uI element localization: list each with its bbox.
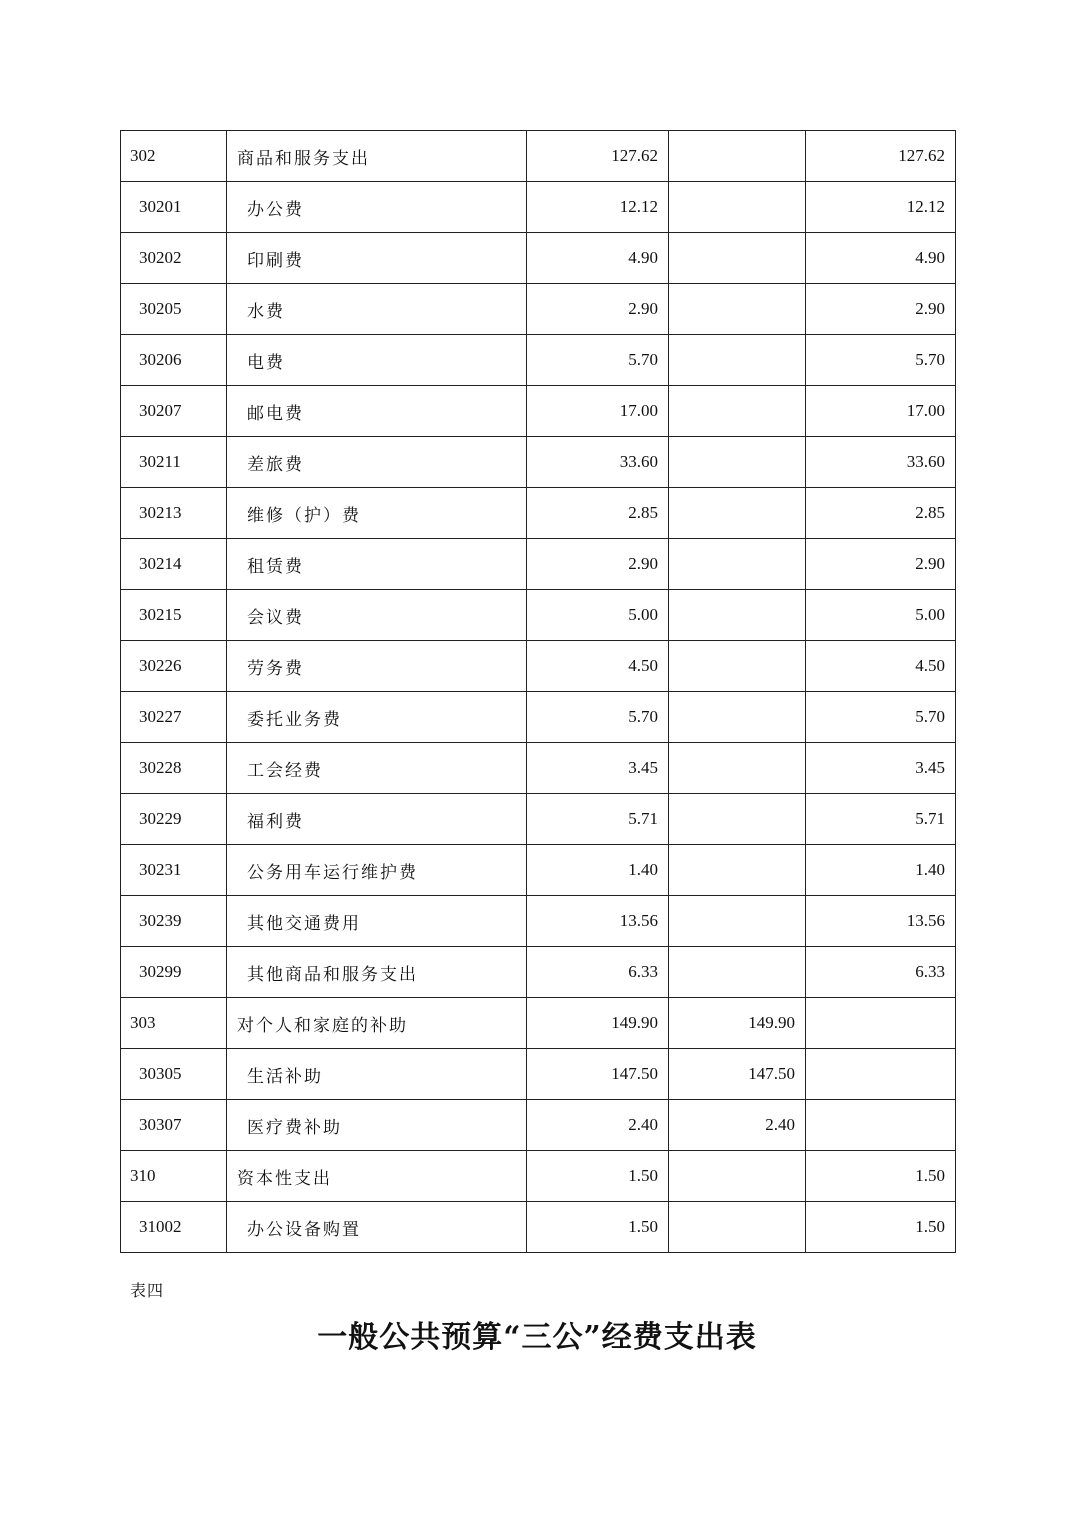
- account-name-cell: 公务用车运行维护费: [227, 845, 527, 896]
- account-name-cell: 电费: [227, 335, 527, 386]
- total-amount-cell: 1.50: [527, 1151, 669, 1202]
- project-expenditure-cell: 5.70: [806, 335, 956, 386]
- table-row: [121, 1151, 956, 1202]
- table-row: [121, 131, 956, 182]
- total-amount-cell: 1.50: [527, 1202, 669, 1253]
- account-name-cell: 资本性支出: [227, 1151, 527, 1202]
- total-amount-cell: 2.90: [527, 539, 669, 590]
- account-name-cell: 邮电费: [227, 386, 527, 437]
- account-code-cell: 30201: [121, 182, 227, 233]
- table-row: [121, 692, 956, 743]
- account-name-cell: 水费: [227, 284, 527, 335]
- table-number-label: 表四: [130, 1281, 165, 1300]
- account-code-cell: 31002: [121, 1202, 227, 1253]
- expenditure-table: [120, 130, 956, 1253]
- account-name-cell: 差旅费: [227, 437, 527, 488]
- total-amount-cell: 5.00: [527, 590, 669, 641]
- project-expenditure-cell: 5.70: [806, 692, 956, 743]
- project-expenditure-cell: 1.50: [806, 1202, 956, 1253]
- total-amount-cell: 2.90: [527, 284, 669, 335]
- project-expenditure-cell: 5.00: [806, 590, 956, 641]
- table-row: [121, 947, 956, 998]
- project-expenditure-cell: 4.90: [806, 233, 956, 284]
- table-row: [121, 437, 956, 488]
- basic-expenditure-cell: [669, 488, 806, 539]
- basic-expenditure-cell: [669, 233, 806, 284]
- total-amount-cell: 12.12: [527, 182, 669, 233]
- table-row: [121, 182, 956, 233]
- project-expenditure-cell: 3.45: [806, 743, 956, 794]
- account-name-cell: 其他交通费用: [227, 896, 527, 947]
- total-amount-cell: 33.60: [527, 437, 669, 488]
- total-amount-cell: 2.85: [527, 488, 669, 539]
- account-name-cell: 办公费: [227, 182, 527, 233]
- table-title: 一般公共预算“三公”经费支出表: [317, 1320, 757, 1355]
- account-name-cell: 工会经费: [227, 743, 527, 794]
- project-expenditure-cell: 13.56: [806, 896, 956, 947]
- table-row: [121, 1049, 956, 1100]
- project-expenditure-cell: 6.33: [806, 947, 956, 998]
- account-code-cell: 30215: [121, 590, 227, 641]
- total-amount-cell: 4.50: [527, 641, 669, 692]
- total-amount-cell: 17.00: [527, 386, 669, 437]
- table-row: [121, 539, 956, 590]
- project-expenditure-cell: 33.60: [806, 437, 956, 488]
- account-name-cell: 印刷费: [227, 233, 527, 284]
- project-expenditure-cell: 17.00: [806, 386, 956, 437]
- account-code-cell: 302: [121, 131, 227, 182]
- basic-expenditure-cell: 147.50: [669, 1049, 806, 1100]
- account-name-cell: 商品和服务支出: [227, 131, 527, 182]
- project-expenditure-cell: [806, 1049, 956, 1100]
- basic-expenditure-cell: [669, 641, 806, 692]
- project-expenditure-cell: 2.90: [806, 284, 956, 335]
- project-expenditure-cell: [806, 998, 956, 1049]
- table-row: [121, 1100, 956, 1151]
- project-expenditure-cell: 127.62: [806, 131, 956, 182]
- account-name-cell: 其他商品和服务支出: [227, 947, 527, 998]
- account-name-cell: 办公设备购置: [227, 1202, 527, 1253]
- account-name-cell: 维修（护）费: [227, 488, 527, 539]
- account-name-cell: 委托业务费: [227, 692, 527, 743]
- total-amount-cell: 5.70: [527, 335, 669, 386]
- basic-expenditure-cell: [669, 947, 806, 998]
- total-amount-cell: 147.50: [527, 1049, 669, 1100]
- project-expenditure-cell: 2.90: [806, 539, 956, 590]
- basic-expenditure-cell: [669, 794, 806, 845]
- project-expenditure-cell: 12.12: [806, 182, 956, 233]
- account-name-cell: 劳务费: [227, 641, 527, 692]
- basic-expenditure-cell: [669, 590, 806, 641]
- basic-expenditure-cell: 149.90: [669, 998, 806, 1049]
- table-body: [121, 131, 956, 1253]
- account-code-cell: 30213: [121, 488, 227, 539]
- total-amount-cell: 1.40: [527, 845, 669, 896]
- table-row: [121, 845, 956, 896]
- account-name-cell: 租赁费: [227, 539, 527, 590]
- total-amount-cell: 149.90: [527, 998, 669, 1049]
- account-code-cell: 30229: [121, 794, 227, 845]
- table-row: [121, 896, 956, 947]
- table-row: [121, 794, 956, 845]
- account-code-cell: 310: [121, 1151, 227, 1202]
- account-code-cell: 30205: [121, 284, 227, 335]
- project-expenditure-cell: 1.50: [806, 1151, 956, 1202]
- basic-expenditure-cell: [669, 1202, 806, 1253]
- total-amount-cell: 2.40: [527, 1100, 669, 1151]
- basic-expenditure-cell: [669, 284, 806, 335]
- account-name-cell: 生活补助: [227, 1049, 527, 1100]
- table-row: [121, 1202, 956, 1253]
- basic-expenditure-cell: [669, 335, 806, 386]
- table-row: [121, 641, 956, 692]
- account-code-cell: 30206: [121, 335, 227, 386]
- basic-expenditure-cell: [669, 896, 806, 947]
- table-row: [121, 590, 956, 641]
- total-amount-cell: 5.71: [527, 794, 669, 845]
- total-amount-cell: 13.56: [527, 896, 669, 947]
- basic-expenditure-cell: [669, 131, 806, 182]
- basic-expenditure-cell: [669, 743, 806, 794]
- account-code-cell: 30227: [121, 692, 227, 743]
- basic-expenditure-cell: [669, 182, 806, 233]
- basic-expenditure-cell: [669, 1151, 806, 1202]
- table-row: [121, 233, 956, 284]
- project-expenditure-cell: [806, 1100, 956, 1151]
- account-name-cell: 医疗费补助: [227, 1100, 527, 1151]
- basic-expenditure-cell: [669, 386, 806, 437]
- account-code-cell: 30202: [121, 233, 227, 284]
- table-row: [121, 488, 956, 539]
- total-amount-cell: 4.90: [527, 233, 669, 284]
- table-row: [121, 998, 956, 1049]
- basic-expenditure-cell: [669, 692, 806, 743]
- total-amount-cell: 127.62: [527, 131, 669, 182]
- account-name-cell: 对个人和家庭的补助: [227, 998, 527, 1049]
- account-code-cell: 30239: [121, 896, 227, 947]
- project-expenditure-cell: 5.71: [806, 794, 956, 845]
- table-row: [121, 335, 956, 386]
- basic-expenditure-cell: [669, 845, 806, 896]
- basic-expenditure-cell: 2.40: [669, 1100, 806, 1151]
- account-name-cell: 会议费: [227, 590, 527, 641]
- account-code-cell: 30226: [121, 641, 227, 692]
- account-code-cell: 30207: [121, 386, 227, 437]
- account-code-cell: 30211: [121, 437, 227, 488]
- total-amount-cell: 3.45: [527, 743, 669, 794]
- table-row: [121, 386, 956, 437]
- account-code-cell: 30299: [121, 947, 227, 998]
- account-code-cell: 30305: [121, 1049, 227, 1100]
- total-amount-cell: 6.33: [527, 947, 669, 998]
- basic-expenditure-cell: [669, 539, 806, 590]
- account-code-cell: 30231: [121, 845, 227, 896]
- table-row: [121, 743, 956, 794]
- account-name-cell: 福利费: [227, 794, 527, 845]
- basic-expenditure-cell: [669, 437, 806, 488]
- project-expenditure-cell: 4.50: [806, 641, 956, 692]
- account-code-cell: 30214: [121, 539, 227, 590]
- table-row: [121, 284, 956, 335]
- account-code-cell: 303: [121, 998, 227, 1049]
- account-code-cell: 30228: [121, 743, 227, 794]
- project-expenditure-cell: 2.85: [806, 488, 956, 539]
- project-expenditure-cell: 1.40: [806, 845, 956, 896]
- account-code-cell: 30307: [121, 1100, 227, 1151]
- total-amount-cell: 5.70: [527, 692, 669, 743]
